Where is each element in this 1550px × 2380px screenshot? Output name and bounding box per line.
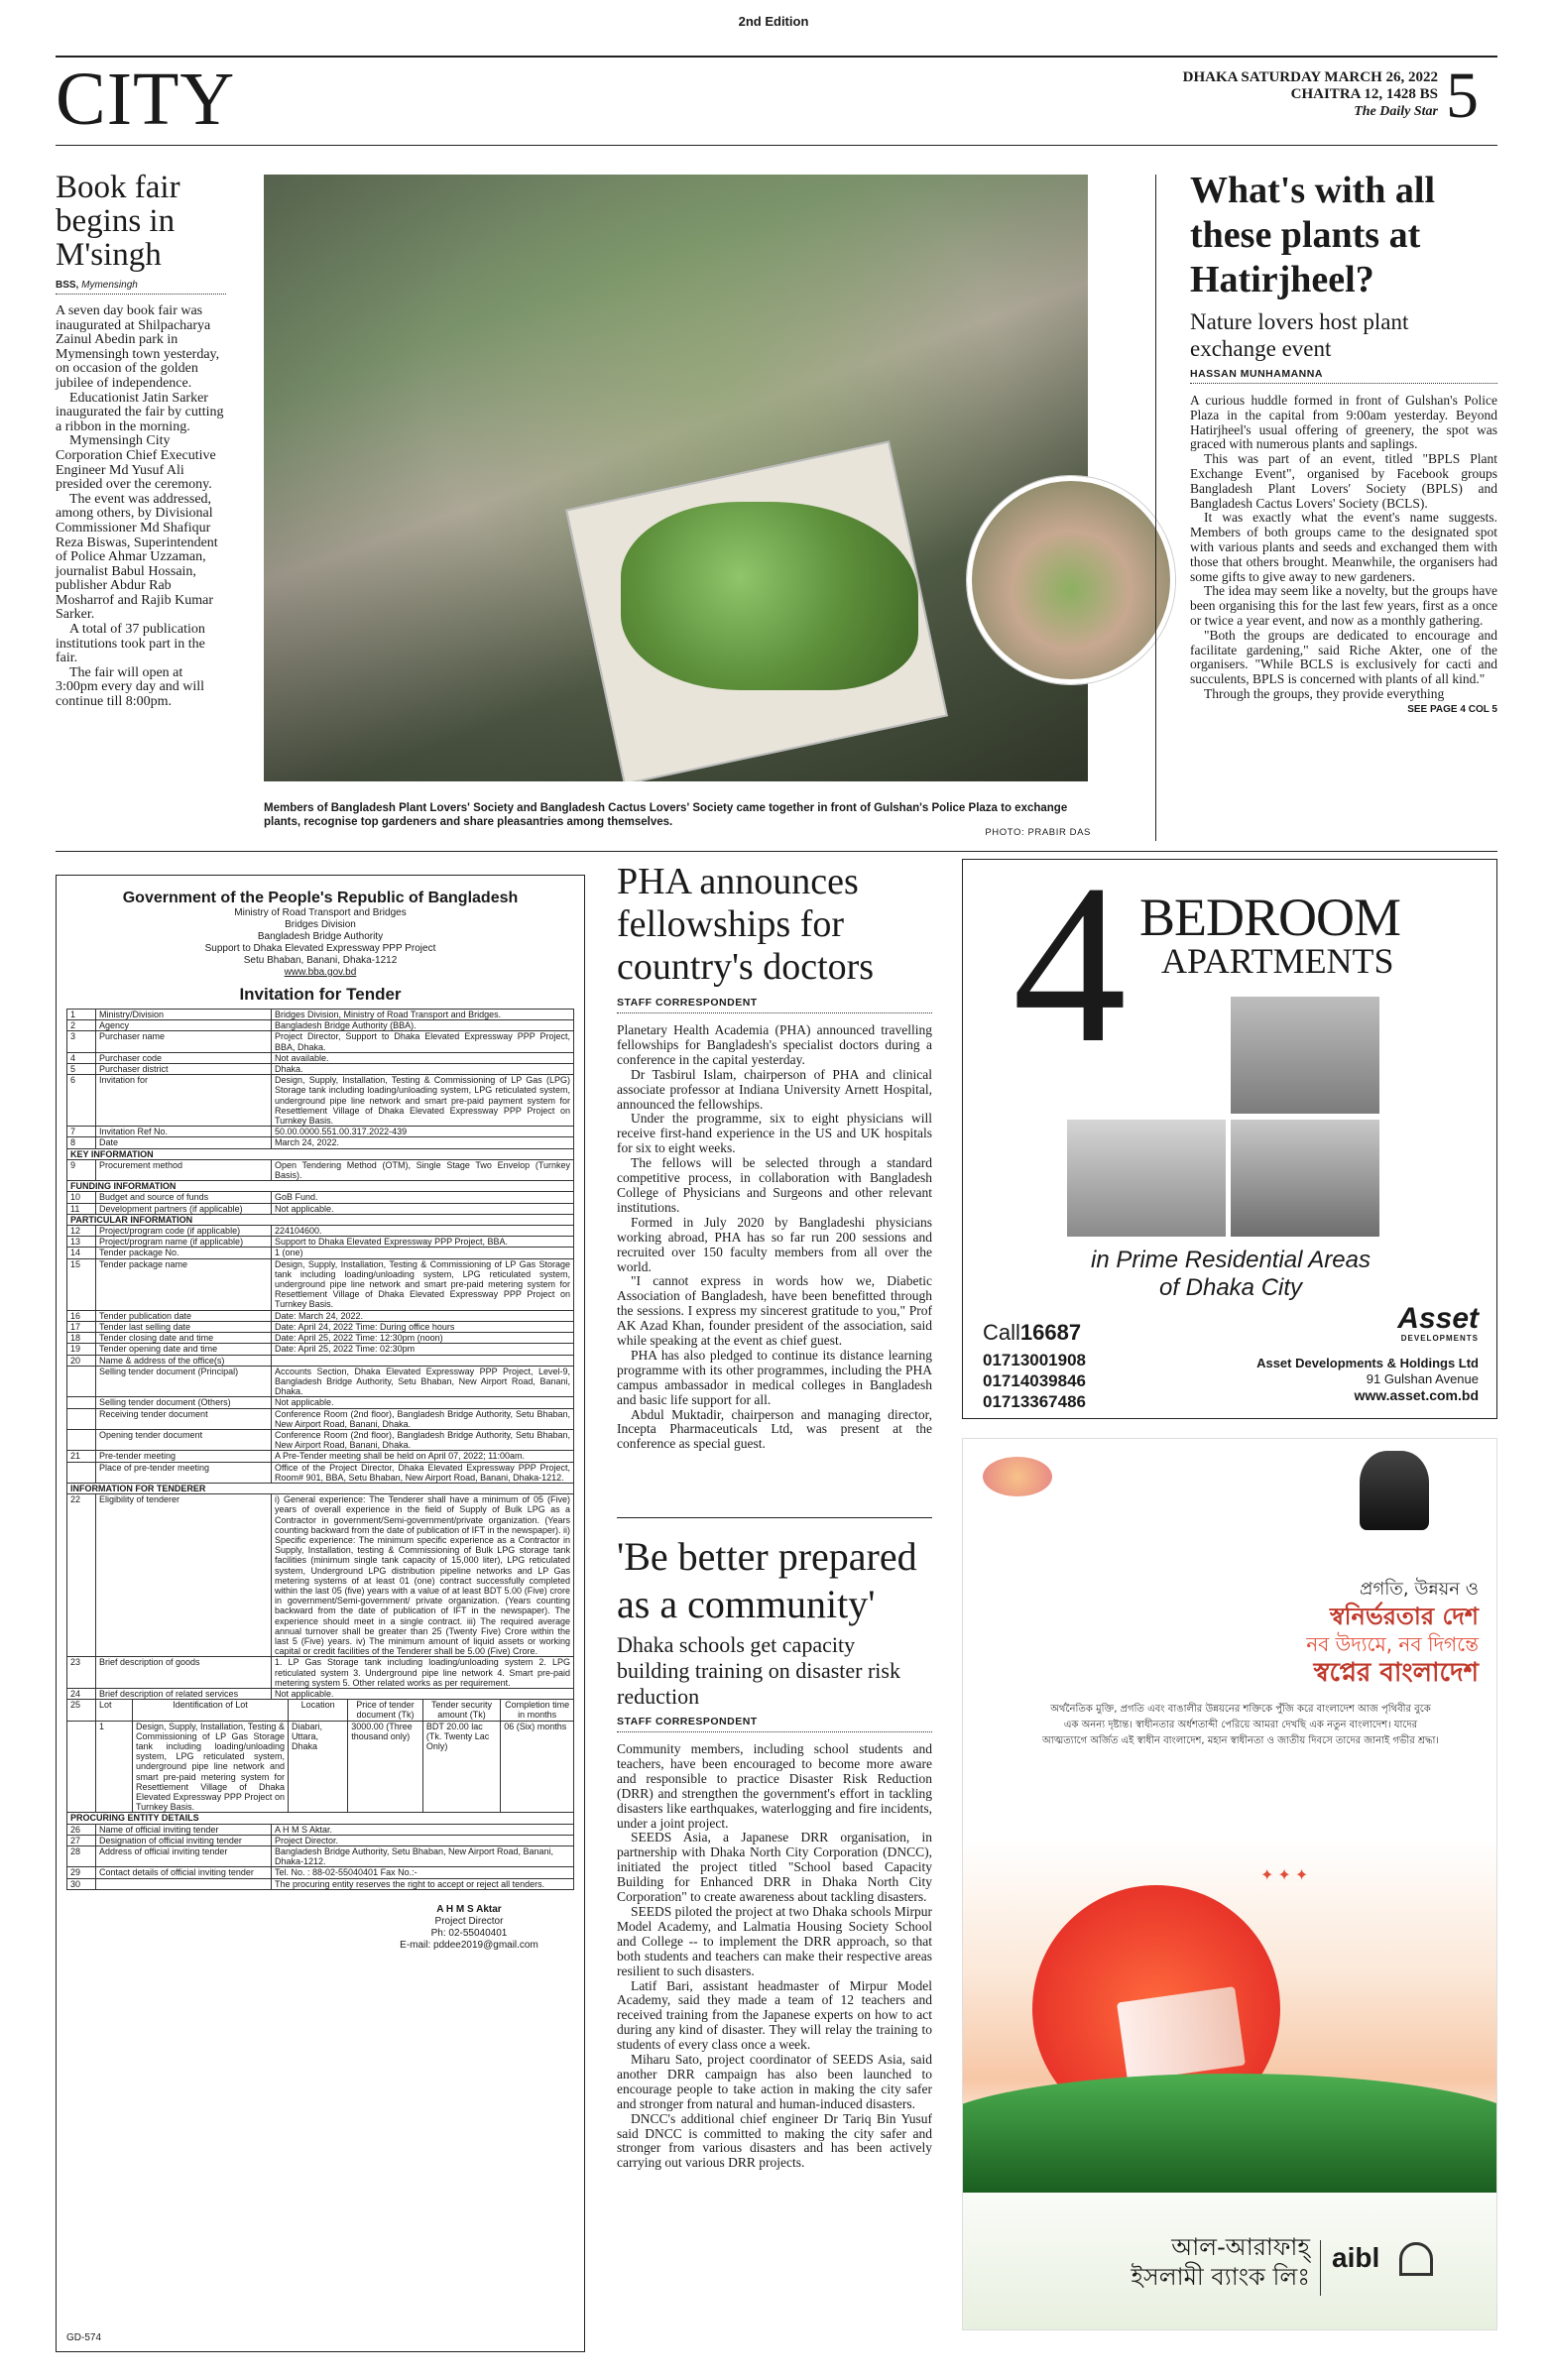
tender-row-key: Brief description of related services <box>96 1689 272 1700</box>
lot-number-cell: 25 <box>67 1700 96 1721</box>
tender-row-key: Invitation for <box>96 1075 272 1127</box>
plant-exchange-photo <box>264 175 1088 781</box>
tender-header <box>66 907 574 979</box>
tender-section-row <box>67 1214 574 1225</box>
tender-ministry: Ministry of Road Transport and Bridges <box>234 907 407 918</box>
lot-ident-header: Identification of Lot <box>133 1700 289 1721</box>
tender-row-key: Tender package No. <box>96 1248 272 1258</box>
tender-row-number: 20 <box>67 1355 96 1366</box>
sign-email-link[interactable]: E-mail: pddee2019@gmail.com <box>400 1939 538 1951</box>
plants-paragraph: A curious huddle formed in front of Gulshan's Police Plaza in the capital from 9:00am yesterday. Beyond Hatirjheel's usual offering of greenery, the spot was graced with numerous plants and saplings. <box>1190 393 1497 452</box>
entity-row <box>67 1824 574 1835</box>
tender-row-value: Conference Room (2nd floor), Bangladesh Bridge Authority, Setu Bhaban, New Airport Road, Banani, Dhaka. <box>272 1408 574 1429</box>
entity-row-key: Contact details of official inviting tender <box>96 1867 272 1878</box>
tender-row-key: Agency <box>96 1020 272 1031</box>
community-paragraph: Latif Bari, assistant headmaster of Mirpur Model Academy, said they made a team of 12 teachers and received training from the Japanese experts on how to act during any kind of disaster. They will relay the training to students of every class once a week. <box>617 1977 932 2053</box>
tender-row-value: Bangladesh Bridge Authority (BBA). <box>272 1020 574 1031</box>
tender-row <box>67 1010 574 1020</box>
community-paragraph: SEEDS Asia, a Japanese DRR organisation, in partnership with Dhaka North City Corporation (DNCC), initiated the project titled "School based Capacity Building for Enhanced DRR in Dhaka North City Corporation" to create awareness about tackling disasters. <box>617 1830 932 1905</box>
asset-ad-number: 4 <box>1013 859 1127 1090</box>
tender-row-number: 15 <box>67 1258 96 1310</box>
lot-location: Diabari, Uttara, Dhaka <box>289 1721 348 1813</box>
lot-time-header: Completion time in months <box>501 1700 574 1721</box>
tender-row-key: Tender last selling date <box>96 1321 272 1332</box>
tender-row-number: 10 <box>67 1192 96 1203</box>
tender-section-label: FUNDING INFORMATION <box>67 1181 574 1192</box>
community-body <box>617 1742 932 2171</box>
lot-time: 06 (Six) months <box>501 1721 574 1813</box>
pha-byline: STAFF CORRESPONDENT <box>617 997 932 1013</box>
tender-row <box>67 1494 574 1657</box>
tender-row-value: Date: April 25, 2022 Time: 12:30pm (noon) <box>272 1333 574 1344</box>
plants-paragraph: "Both the groups are dedicated to encourage and facilitate gardening," said Riche Akter, one of the organisers. "While BCLS is exclusively for cacti and succulents, BPLS is concerned with plants of all kind." <box>1190 627 1497 687</box>
plants-paragraph: This was part of an event, titled "BPLS Plant Exchange Event", organised by Facebook groups Bangladesh Plant Lovers' Society (BPLS) and Bangladesh Cactus Lovers' Society (BCLS). <box>1190 451 1497 511</box>
tender-row-value: A Pre-Tender meeting shall be held on April 07, 2022; 11:00am. <box>272 1451 574 1462</box>
tender-row-value: 1. LP Gas Storage tank including loading/unloading system 2. LPG reticulated system 3. Underground pipe line network 4. Smart pre-paid metering system 5. Other related works as per requirement. <box>272 1657 574 1689</box>
tender-row-key: Purchaser district <box>96 1064 272 1075</box>
tender-row-value: GoB Fund. <box>272 1192 574 1203</box>
tender-row-key: Eligibility of tenderer <box>96 1494 272 1657</box>
aibl-ad-headline <box>1022 1578 1479 1689</box>
entity-row-number: 26 <box>67 1824 96 1835</box>
tender-row-number: 5 <box>67 1064 96 1075</box>
tender-row-key: Selling tender document (Principal) <box>96 1366 272 1397</box>
tender-row-number: 8 <box>67 1137 96 1148</box>
pha-paragraph: Formed in July 2020 by Bangladeshi physicians working abroad, PHA has so far run 200 sessions and recruited over 150 faculty members from all over the world. <box>617 1214 932 1274</box>
tender-row-number: 13 <box>67 1237 96 1248</box>
bookfair-article <box>56 171 226 710</box>
entity-row-key: Designation of official inviting tender <box>96 1835 272 1845</box>
tender-row-key: Receiving tender document <box>96 1408 272 1429</box>
aibl-ad-body: অর্থনৈতিক মুক্তি, প্রগতি এবং বাঙালীর উন্নয়নের শক্তিকে পুঁজি করে বাংলাদেশ আজ পৃথিবীর বুকে এক অনন্য দৃষ্টান্ত। স্বাধীনতার অর্ধশতাব্দী পেরিয়ে আমরা দেখছি এক নতুন বাংলাদেশ। যাদের আত্মত্যাগে অর্জিত এই স্বাধীন বাংলাদেশ, মহান স্বাধীনতা ও জাতীয় দিবসে তাদের জানাই গভীর শ্রদ্ধা। <box>1042 1704 1439 1746</box>
entity-row-value: The procuring entity reserves the right to accept or reject all tenders. <box>272 1878 574 1889</box>
asset-ad-web-link[interactable]: www.asset.com.bd <box>1354 1387 1479 1403</box>
tender-row-number <box>67 1408 96 1429</box>
bookfair-paragraph: Mymensingh City Corporation Chief Executive Engineer Md Yusuf Ali presided over the ceremony. <box>56 433 216 493</box>
tender-row <box>67 1159 574 1180</box>
tender-row-key: Purchaser name <box>96 1031 272 1052</box>
tender-table <box>66 1009 574 1700</box>
aibl-ad-line2: স্বনির্ভরতার দেশ <box>1330 1603 1479 1630</box>
tender-project: Support to Dhaka Elevated Expressway PPP Project <box>204 943 436 954</box>
tender-row-number: 1 <box>67 1010 96 1020</box>
plants-jump-link[interactable]: SEE PAGE 4 COL 5 <box>1407 703 1497 715</box>
lot-security: BDT 20.00 lac (Tk. Twenty Lac Only) <box>422 1721 500 1813</box>
pha-paragraph: Planetary Health Academia (PHA) announced travelling fellowships for Bangladesh's specialist doctors during a conference in the capital yesterday. <box>617 1022 932 1067</box>
tender-row-value: Open Tendering Method (OTM), Single Stage Two Envelop (Turnkey Basis). <box>272 1159 574 1180</box>
tender-row-value: Not available. <box>272 1052 574 1063</box>
tender-row <box>67 1192 574 1203</box>
tender-row-value: Support to Dhaka Elevated Expressway PPP Project, BBA. <box>272 1237 574 1248</box>
pha-paragraph: Under the programme, six to eight physicians will receive first-hand experience in the US and UK hospitals for six to eight weeks. <box>617 1111 932 1156</box>
entity-row <box>67 1878 574 1889</box>
community-article <box>617 1533 932 2171</box>
tender-row <box>67 1366 574 1397</box>
sign-name: A H M S Aktar <box>436 1903 502 1915</box>
tender-row-number: 2 <box>67 1020 96 1031</box>
asset-ad-logo-text: Asset <box>1397 1302 1479 1335</box>
bird-icon: ✦ ✦ ✦ <box>1260 1867 1309 1884</box>
tender-row-key: Tender publication date <box>96 1310 272 1321</box>
tender-row-value: Office of the Project Director, Dhaka Elevated Expressway PPP Project, Room# 901, BBA, Setu Bhaban, New Airport Road, Banani, Dhaka-1212. <box>272 1462 574 1483</box>
pha-article <box>617 861 932 1452</box>
bookfair-body <box>56 304 226 710</box>
asset-ad-tagline <box>963 1247 1497 1302</box>
plants-column-rule <box>1155 175 1156 841</box>
entity-row-value: Bangladesh Bridge Authority, Setu Bhaban, New Airport Road, Banani, Dhaka-1212. <box>272 1846 574 1867</box>
sign-phone: Ph: 02-55040401 <box>430 1927 508 1939</box>
tender-row <box>67 1462 574 1483</box>
tender-row-key: Tender closing date and time <box>96 1333 272 1344</box>
tender-notice <box>56 875 585 2352</box>
section-title: CITY <box>56 58 236 141</box>
aibl-ad-logo <box>1320 2240 1321 2296</box>
tender-row-value: Conference Room (2nd floor), Bangladesh Bridge Authority, Setu Bhaban, New Airport Road, Banani, Dhaka. <box>272 1429 574 1450</box>
tender-row <box>67 1203 574 1214</box>
bookfair-paragraph: A seven day book fair was inaugurated at Shilpacharya Zainul Abedin park in Mymensingh town yesterday, on occasion of the golden jubilee of independence. <box>56 303 220 391</box>
dateline-date: DHAKA SATURDAY MARCH 26, 2022 <box>1182 69 1438 85</box>
pha-body <box>617 1023 932 1452</box>
tender-row-value: Design, Supply, Installation, Testing & Commissioning of LP Gas Storage tank including loading/unloading system, LPG reticulated system, underground pipe line network and smart pre-paid metering system for Resettlement Village of Dhaka Elevated Expressway PPP Project on Turnkey Basis. <box>272 1258 574 1310</box>
tender-row-number: 14 <box>67 1248 96 1258</box>
asset-ad-logo <box>1360 1304 1479 1343</box>
lot-empty-cell <box>67 1721 96 1813</box>
entity-row-key <box>96 1878 272 1889</box>
tender-row-number: 24 <box>67 1689 96 1700</box>
aibl-ad-bank-line1: আল-আরাফাহ্ <box>1171 2233 1310 2261</box>
community-paragraph: Community members, including school students and teachers, have been encouraged to become more aware and responsible to practice Disaster Risk Reduction (DRR) and strengthen the government's effort in tackling disasters like earthquakes, waterlogging and fire incidents, under a joint project. <box>617 1741 932 1831</box>
tender-row <box>67 1064 574 1075</box>
tender-row-number: 9 <box>67 1159 96 1180</box>
tender-row <box>67 1075 574 1127</box>
tender-row-value: Design, Supply, Installation, Testing & Commissioning of LP Gas (LPG) Storage tank including loading/unloading system, LPG reticulated system, underground pipe line network and smart pre-paid payment system for Resettlement Village of Dhaka Elevated Expressway PPP Project on Turnkey Basis. <box>272 1075 574 1127</box>
tender-signature <box>364 1904 574 1952</box>
tender-row-number <box>67 1429 96 1450</box>
tender-row-number: 4 <box>67 1052 96 1063</box>
tender-row <box>67 1226 574 1237</box>
asset-ad-bedroom: BEDROOM <box>1139 888 1401 947</box>
tender-row-value: 50.00.0000.551.00.317.2022-439 <box>272 1127 574 1137</box>
tender-row <box>67 1237 574 1248</box>
tender-row-number: 7 <box>67 1127 96 1137</box>
tender-row <box>67 1408 574 1429</box>
community-byline: STAFF CORRESPONDENT <box>617 1716 932 1732</box>
entity-section-label: PROCURING ENTITY DETAILS <box>67 1813 574 1824</box>
asset-ad-company <box>1211 1356 1479 1403</box>
pha-paragraph: Dr Tasbirul Islam, chairperson of PHA and clinical associate professor at Indiana University Arnett Hospital, announced the fellowships. <box>617 1066 932 1112</box>
tender-section-row <box>67 1181 574 1192</box>
tender-row-value: Bridges Division, Ministry of Road Transport and Bridges. <box>272 1010 574 1020</box>
aibl-ad-bank-line2: ইসলামী ব্যাংক লিঃ <box>1131 2263 1310 2291</box>
plants-body <box>1190 394 1497 702</box>
aibl-ad-mujib-logo <box>983 1457 1052 1496</box>
tender-row-key: Pre-tender meeting <box>96 1451 272 1462</box>
tender-section-row <box>67 1483 574 1493</box>
tender-title: Invitation for Tender <box>239 985 402 1004</box>
tender-web-link[interactable]: www.bba.gov.bd <box>284 967 357 978</box>
tender-division: Bridges Division <box>285 919 356 930</box>
asset-ad-call[interactable] <box>983 1320 1081 1346</box>
tender-row-value: Not applicable. <box>272 1203 574 1214</box>
plants-paragraph: Through the groups, they provide everything <box>1204 685 1445 701</box>
aibl-ad-field <box>962 2074 1497 2193</box>
tender-row-number: 3 <box>67 1031 96 1052</box>
plants-article <box>1190 169 1497 715</box>
entity-row <box>67 1835 574 1845</box>
lot-table <box>66 1699 574 1813</box>
tender-row-value: 1 (one) <box>272 1248 574 1258</box>
lot-number: 1 <box>96 1721 133 1813</box>
entity-row-value: Project Director. <box>272 1835 574 1845</box>
bookfair-headline: Book fair begins in M'singh <box>56 170 180 273</box>
asset-ad-tag1: in Prime Residential Areas <box>1091 1247 1371 1273</box>
pha-paragraph: "I cannot express in words how we, Diabetic Association of Bangladesh, have been benefitted through the sessions. I express my sincerest gratitude to you," Prof AK Azad Khan, founder president of the association, said while speaking at the event as chief guest. <box>617 1273 932 1349</box>
tender-row <box>67 1310 574 1321</box>
tender-row <box>67 1397 574 1408</box>
tender-address: Setu Bhaban, Banani, Dhaka-1212 <box>243 955 398 966</box>
tender-row <box>67 1258 574 1310</box>
section-divider <box>56 851 1497 852</box>
tender-row-key: Opening tender document <box>96 1429 272 1450</box>
asset-ad-logo-sub: DEVELOPMENTS <box>1400 1334 1479 1343</box>
aibl-ad-birds <box>1260 1865 1459 1955</box>
bookfair-paragraph: The fair will open at 3:00pm every day and will continue till 8:00pm. <box>56 664 205 710</box>
asset-ad-phone[interactable]: 01714039846 <box>983 1371 1087 1390</box>
asset-ad-hotline[interactable]: 16687 <box>1019 1320 1082 1345</box>
aibl-ad-line4: স্বপ্নের বাংলাদেশ <box>1313 1658 1479 1688</box>
edition-label: 2nd Edition <box>738 14 809 29</box>
tender-row-number: 6 <box>67 1075 96 1127</box>
lot-identification: Design, Supply, Installation, Testing & Commissioning of LP Gas Storage tank including loading/unloading system, LPG reticulated system, underground pipe line network and smart pre-paid metering system for Resettlement Village of Dhaka Elevated Expressway PPP Project on Turnkey Basis. <box>133 1721 289 1813</box>
photo-caption: Members of Bangladesh Plant Lovers' Society and Bangladesh Cactus Lovers' Society came together in front of Gulshan's Police Plaza to exchange plants, recognise top gardeners and share pleasantries among themselves. <box>264 802 1068 828</box>
tender-row-value: Not applicable. <box>272 1397 574 1408</box>
entity-row-number: 27 <box>67 1835 96 1845</box>
entity-row-number: 30 <box>67 1878 96 1889</box>
asset-ad-address: 91 Gulshan Avenue <box>1366 1371 1479 1386</box>
dateline-bangla: CHAITRA 12, 1428 BS <box>1290 86 1438 102</box>
pha-paragraph: Abdul Muktadir, chairperson and managing director, Incepta Pharmaceuticals Ltd, was present at the conference as special guest. <box>617 1406 932 1452</box>
asset-ad-phones <box>983 1350 1086 1412</box>
page-number: 5 <box>1446 60 1479 132</box>
asset-ad[interactable] <box>962 859 1497 1419</box>
tender-code: GD-574 <box>66 2332 102 2343</box>
tender-row <box>67 1031 574 1052</box>
tender-row-number <box>67 1397 96 1408</box>
lot-row <box>67 1721 574 1813</box>
tender-section-label: INFORMATION FOR TENDERER <box>67 1483 574 1493</box>
tender-row-key: Brief description of goods <box>96 1657 272 1689</box>
tender-row <box>67 1248 574 1258</box>
tender-row-value: Project Director, Support to Dhaka Elevated Expressway PPP Project, BBA, Dhaka. <box>272 1031 574 1052</box>
entity-row-number: 29 <box>67 1867 96 1878</box>
tender-row-number: 22 <box>67 1494 96 1657</box>
tender-section-label: KEY INFORMATION <box>67 1148 574 1159</box>
tender-row <box>67 1451 574 1462</box>
tender-row <box>67 1127 574 1137</box>
aibl-ad-bank-name <box>1022 2232 1310 2292</box>
lot-security-header: Tender security amount (Tk) <box>422 1700 500 1721</box>
tender-row-value <box>272 1355 574 1366</box>
tender-row-number: 23 <box>67 1657 96 1689</box>
plants-paragraph: It was exactly what the event's name suggests. Members of both groups came to the designated spot with various plants and seeds and exchanged them with those that others brought. Meanwhile, the organisers had some gifts to give away to new gardeners. <box>1190 510 1497 584</box>
community-paragraph: SEEDS piloted the project at two Dhaka schools Mirpur Model Academy, and Lalmatia Housing Society School and College -- to implement the DRR approach, so that both students and teachers can make their respective areas resilient to such disasters. <box>617 1903 932 1978</box>
masthead-bottom-rule <box>56 145 1497 146</box>
tender-row <box>67 1052 574 1063</box>
tender-row-key: Budget and source of funds <box>96 1192 272 1203</box>
tender-row-value: Date: April 24, 2022 Time: During office hours <box>272 1321 574 1332</box>
tender-row-key: Place of pre-tender meeting <box>96 1462 272 1483</box>
tender-row-key: Invitation Ref No. <box>96 1127 272 1137</box>
tender-row-key: Tender package name <box>96 1258 272 1310</box>
aibl-ad-portrait <box>1360 1451 1429 1530</box>
asset-ad-apartments: APARTMENTS <box>1161 941 1394 981</box>
tender-row-key: Development partners (if applicable) <box>96 1203 272 1214</box>
tender-row <box>67 1137 574 1148</box>
tender-row <box>67 1020 574 1031</box>
aibl-ad-line3: নব উদ্যমে, নব দিগন্তে <box>1306 1632 1479 1656</box>
photo-inset-circle <box>967 476 1175 684</box>
asset-ad-photo-main <box>1231 997 1379 1114</box>
entity-row-number: 28 <box>67 1846 96 1867</box>
pha-bottom-rule <box>617 1517 932 1518</box>
pha-headline: PHA announces fellowships for country's doctors <box>617 861 875 988</box>
masthead-top-rule <box>56 56 1497 58</box>
bookfair-byline <box>56 280 226 295</box>
asset-ad-photo-right <box>1231 1120 1379 1237</box>
plants-paragraph: The idea may seem like a novelty, but the groups have been organising this for the last few years, first as a once or twice a year event, and now as a monthly gathering. <box>1190 583 1497 628</box>
aibl-ad-book <box>1117 1986 1246 2082</box>
tender-row-value: 224104600. <box>272 1226 574 1237</box>
lot-header-row <box>67 1700 574 1721</box>
tender-row-value: Date: March 24, 2022. <box>272 1310 574 1321</box>
plants-subhead: Nature lovers host plant exchange event <box>1190 309 1409 361</box>
entity-row <box>67 1867 574 1878</box>
asset-ad-phone[interactable]: 01713001908 <box>983 1351 1087 1369</box>
aibl-ad-logo-text: aibl <box>1332 2242 1380 2273</box>
tender-row-number: 21 <box>67 1451 96 1462</box>
dateline <box>1091 69 1438 120</box>
tender-row-value: Date: April 25, 2022 Time: 02:30pm <box>272 1344 574 1355</box>
asset-ad-call-label: Call <box>983 1320 1020 1345</box>
tender-row-number: 17 <box>67 1321 96 1332</box>
tender-section-label: PARTICULAR INFORMATION <box>67 1214 574 1225</box>
aibl-ad[interactable] <box>962 1438 1497 2330</box>
tender-row-number: 12 <box>67 1226 96 1237</box>
tender-row-value: Not applicable. <box>272 1689 574 1700</box>
photo-credit: PHOTO: PRABIR DAS <box>985 827 1091 838</box>
tender-row-number <box>67 1462 96 1483</box>
asset-ad-photo-left <box>1067 1120 1226 1237</box>
tender-row <box>67 1344 574 1355</box>
entity-row-key: Name of official inviting tender <box>96 1824 272 1835</box>
tender-authority: Bangladesh Bridge Authority <box>257 931 384 942</box>
tender-row-number: 18 <box>67 1333 96 1344</box>
tender-row-value: Dhaka. <box>272 1064 574 1075</box>
lot-location-header: Location <box>289 1700 348 1721</box>
tender-row-number: 11 <box>67 1203 96 1214</box>
entity-row-key: Address of official inviting tender <box>96 1846 272 1867</box>
tender-row <box>67 1355 574 1366</box>
pha-paragraph: The fellows will be selected through a standard competitive process, in collaboration with Bangladesh College of Physicians and Surgeons and other relevant institutions. <box>617 1155 932 1215</box>
tender-row-key: Name & address of the office(s) <box>96 1355 272 1366</box>
tender-row <box>67 1657 574 1689</box>
paper-name: The Daily Star <box>1354 104 1438 119</box>
community-paragraph: Miharu Sato, project coordinator of SEEDS Asia, said another DRR campaign has also been launched to encourage people to take action in making the city safer and stronger from natural and human-induced disasters. <box>617 2052 932 2111</box>
tender-govt: Government of the People's Republic of Bangladesh <box>122 890 519 906</box>
bookfair-paragraph: The event was addressed, among others, by Divisional Commissioner Md Shafiqur Reza Biswas, Superintendent of Police Ahmar Uzzaman, journalist Babul Hossain, publisher Abdur Rab Mosharrof and Rajib Kumar Sarker. <box>56 491 218 623</box>
tender-row <box>67 1429 574 1450</box>
lot-price: 3000.00 (Three thousand only) <box>348 1721 423 1813</box>
entity-section-row <box>67 1813 574 1824</box>
tender-row <box>67 1689 574 1700</box>
tender-row-number <box>67 1366 96 1397</box>
entity-row-value: Tel. No. : 88-02-55040401 Fax No.:- <box>272 1867 574 1878</box>
bookfair-byline-agency: BSS, <box>56 280 79 291</box>
bookfair-paragraph: A total of 37 publication institutions took part in the fair. <box>56 622 205 666</box>
tender-row-key: Ministry/Division <box>96 1010 272 1020</box>
tender-row-value: Accounts Section, Dhaka Elevated Expressway PPP Project, Level-9, Bangladesh Bridge Authority, Setu Bhaban, New Airport Road, Banani, Dhaka. <box>272 1366 574 1397</box>
tender-row-value: i) General experience: The Tenderer shall have a minimum of 05 (Five) years of overall experience in the field of Supply of Bulk LPG as a Contractor in government/Semi-government/private organization. (Years counting backward from the date of publication of IFT in the newspaper). ii) Specific experience: The minimum specific experience as a Contractor in Supply, Installation, testing & Commissioning of Bulk LPG storage tank facilities (minimum single tank capacity of 15,000 liter), LPG reticulated system, Underground LPG distribution pipeline networks and LP Gas metering systems of at least 01 (one) contract successfully completed within the last 05 (five) years with a value of at least BDT 5.00 (Five) crore in government/Semi-government/ private organization. (Years counting backward from the date of publication of IFT in the newspaper). The experience should meet in a single contract. iii) The required average annual turnover shall be greater than 25 (Twenty Five) Crore within the last 5 (Five) years. iv) The minimum amount of liquid assets or working capital or credit facilities of the Tenderer shall be 5.00 (Five) Crore. <box>272 1494 574 1657</box>
tender-row-number: 19 <box>67 1344 96 1355</box>
tender-row-value: March 24, 2022. <box>272 1137 574 1148</box>
tender-row-key: Tender opening date and time <box>96 1344 272 1355</box>
aibl-ad-line1: প্রগতি, উন্নয়ন ও <box>1360 1579 1479 1600</box>
tender-row <box>67 1333 574 1344</box>
asset-ad-tag2: of Dhaka City <box>1158 1274 1303 1301</box>
asset-ad-company-name: Asset Developments & Holdings Ltd <box>1256 1356 1479 1370</box>
lot-price-header: Price of tender document (Tk) <box>348 1700 423 1721</box>
community-paragraph: DNCC's additional chief engineer Dr Tariq Bin Yusuf said DNCC is committed to making the city safer and stronger from various disasters and has been actively carrying out various DRR projects. <box>617 2110 932 2171</box>
tender-row-key: Project/program name (if applicable) <box>96 1237 272 1248</box>
tender-row-key: Procurement method <box>96 1159 272 1180</box>
photo-plants <box>621 502 918 690</box>
tender-section-row <box>67 1148 574 1159</box>
sign-title: Project Director <box>434 1915 504 1927</box>
tender-row-key: Selling tender document (Others) <box>96 1397 272 1408</box>
entity-row-value: A H M S Aktar. <box>272 1824 574 1835</box>
entity-table <box>66 1812 574 1889</box>
asset-ad-phone[interactable]: 01713367486 <box>983 1392 1087 1411</box>
tender-row-key: Project/program code (if applicable) <box>96 1226 272 1237</box>
bookfair-byline-place: Mymensingh <box>81 280 138 291</box>
tender-row-key: Date <box>96 1137 272 1148</box>
plants-headline: What's with all these plants at Hatirjheel? <box>1190 170 1436 300</box>
tender-row-number: 16 <box>67 1310 96 1321</box>
tender-row-key: Purchaser code <box>96 1052 272 1063</box>
community-subhead: Dhaka schools get capacity building training on disaster risk reduction <box>617 1632 900 1709</box>
bookfair-paragraph: Educationist Jatin Sarker inaugurated the fair by cutting a ribbon in the morning. <box>56 390 224 434</box>
aibl-ad-logo-icon <box>1399 2242 1433 2276</box>
tender-row <box>67 1321 574 1332</box>
community-headline: 'Be better prepared as a community' <box>617 1534 917 1626</box>
pha-paragraph: PHA has also pledged to continue its distance learning programme with its other programmes, including the PHA campus ambassador in medical colleges in Bangladesh and basic life support for all. <box>617 1347 932 1407</box>
lot-label-cell: Lot <box>96 1700 133 1721</box>
plants-byline: HASSAN MUNHAMANNA <box>1190 368 1497 384</box>
entity-row <box>67 1846 574 1867</box>
